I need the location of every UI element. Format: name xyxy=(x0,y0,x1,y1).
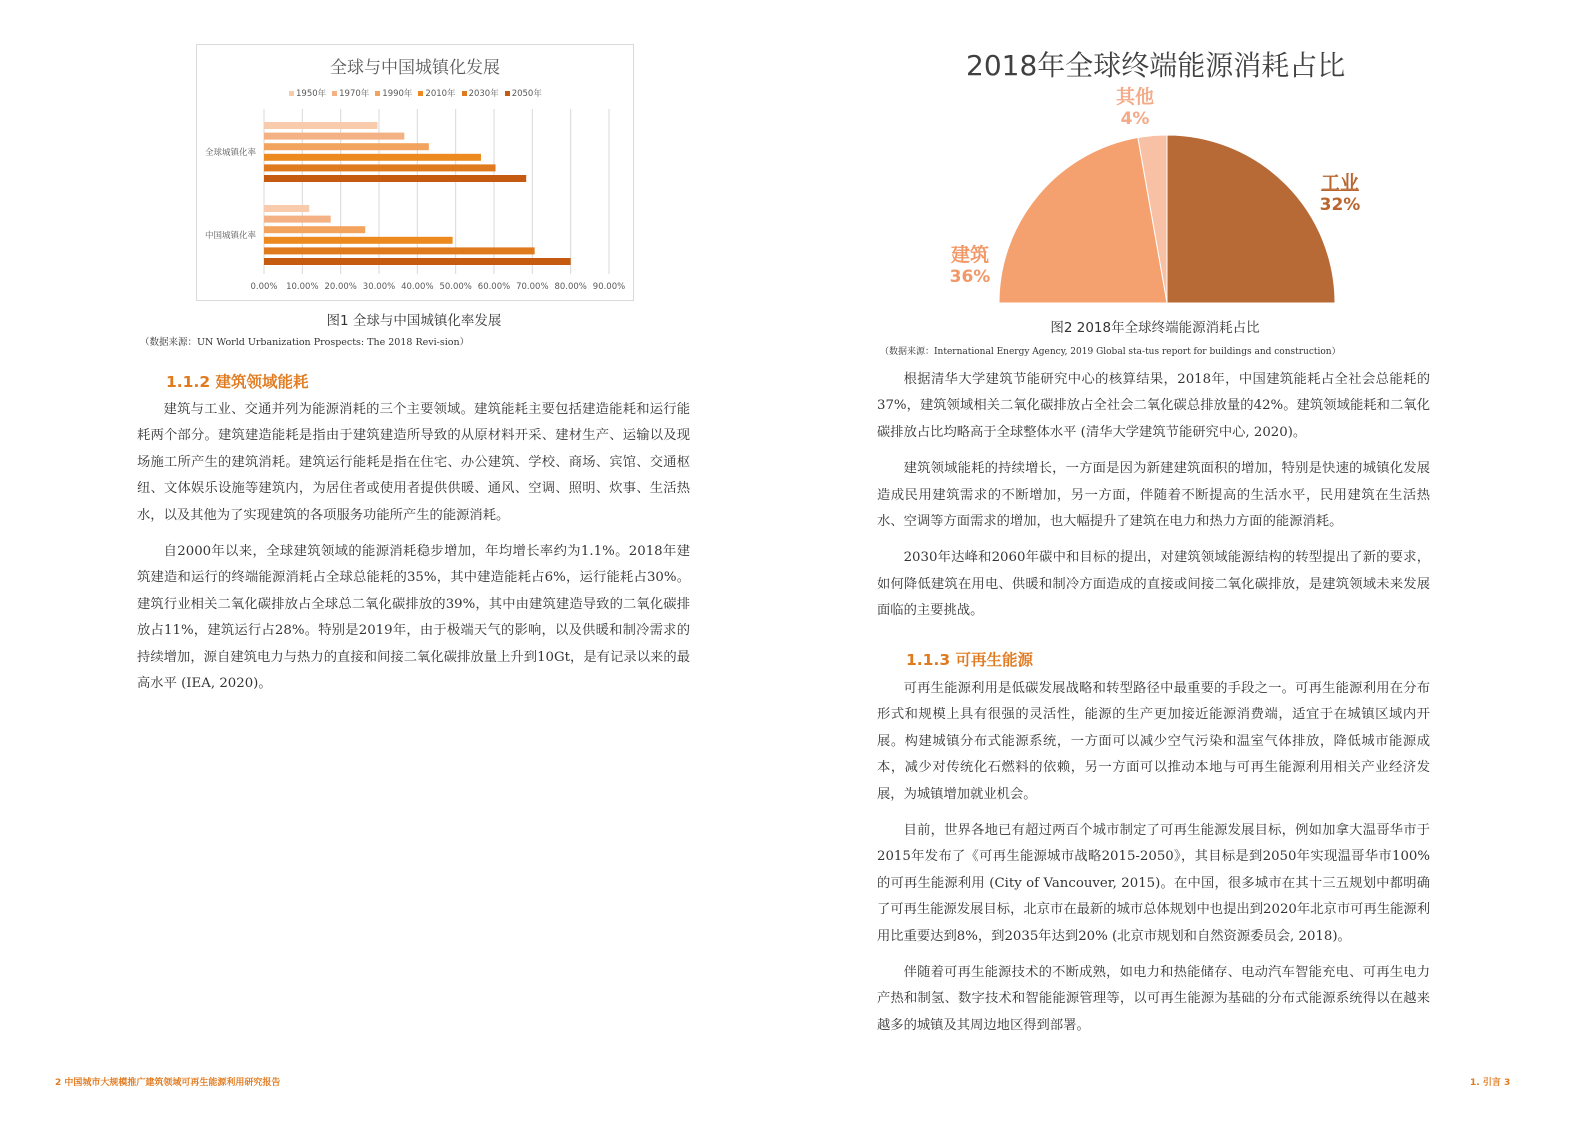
paragraph: 目前，世界各地已有超过两百个城市制定了可再生能源发展目标，例如加拿大温哥华市于2015年发布了《可再生能源城市战略2015-2050》，其目标是到2050年实现温哥华市100%的可再生能源利用 (City of Vancouver, 2015)。在中国，很多城市在其十三五规划中都明确了可再生能源发展目标，北京市在最新的城市总体规划中也提出到2020年北京市可再生能源利用比重要达到8%，到2035年达到20% (北京市规划和自然资源委员会, 2018)。 xyxy=(877,823,1430,944)
paragraph: 自2000年以来，全球建筑领域的能源消耗稳步增加，年均增长率约为1.1%。2018年建筑建造和运行的终端能源消耗占全球总能耗的35%，其中建造能耗占6%，运行能耗占30%。建筑行业相关二氧化碳排放占全球总二氧化碳排放的39%，其中由建筑建造导致的二氧化碳排放占11%，建筑运行占28%。特别是2019年，由于极端天气的影响，以及供暖和制冷需求的持续增加，源自建筑电力与热力的直接和间接二氧化碳排放量上升到10Gt，是有记录以来的最高水平 (IEA, 2020)。 xyxy=(137,544,690,692)
left-footer: 2 中国城市大规模推广建筑领域可再生能源利用研究报告 xyxy=(55,1078,281,1088)
energy-pie-chart xyxy=(990,120,1350,310)
x-tick-label: 40.00% xyxy=(401,282,434,292)
legend-label: 2010年 xyxy=(425,89,456,99)
left-body-text xyxy=(137,397,690,697)
paragraph: 2030年达峰和2060年碳中和目标的提出，对建筑领域能源结构的转型提出了新的要求，如何降低建筑在用电、供暖和制冷方面造成的直接或间接二氧化碳排放，是建筑领域未来发展面临的主要挑战。 xyxy=(877,550,1430,619)
x-tick-label: 30.00% xyxy=(362,282,396,292)
x-tick-label: 70.00% xyxy=(516,282,549,292)
legend-label: 1990年 xyxy=(382,89,413,99)
bar xyxy=(264,143,429,150)
x-tick-label: 60.00% xyxy=(477,282,511,292)
bar xyxy=(264,216,331,223)
bar-chart-title: 全球与中国城镇化发展 xyxy=(330,58,500,78)
right-footer: 1. 引言 3 xyxy=(1470,1078,1511,1088)
pie-slice xyxy=(999,138,1167,303)
paragraph: 根据清华大学建筑节能研究中心的核算结果，2018年，中国建筑能耗占全社会总能耗的37%，建筑领域相关二氧化碳排放占全社会二氧化碳总排放量的42%。建筑领域能耗和二氧化碳排放占比均略高于全球整体水平 (清华大学建筑节能研究中心, 2020)。 xyxy=(877,372,1430,440)
x-tick-label: 0.00% xyxy=(250,282,278,292)
pie-chart-title: 2018年全球终端能源消耗占比 xyxy=(966,49,1346,82)
figure-1-caption: 图1 全球与中国城镇化率发展 xyxy=(326,313,502,329)
section-heading-1-1-3: 1.1.3 可再生能源 xyxy=(906,651,1034,669)
bar-chart-plot xyxy=(197,45,633,300)
bar xyxy=(264,237,453,244)
paragraph: 建筑与工业、交通并列为能源消耗的三个主要领域。建筑能耗主要包括建造能耗和运行能耗两个部分。建筑建造能耗是指由于建筑建造所导致的从原材料开采、建材生产、运输以及现场施工所产生的建筑消耗。建筑运行能耗是指在住宅、办公建筑、学校、商场、宾馆、交通枢纽、文体娱乐设施等建筑内，为居住者或使用者提供供暖、通风、空调、照明、炊事、生活热水，以及其他为了实现建筑的各项服务功能所产生的能源消耗。 xyxy=(137,402,690,523)
bar xyxy=(264,164,496,171)
paragraph: 建筑领域能耗的持续增长，一方面是因为新建建筑面积的增加，特别是快速的城镇化发展造成民用建筑需求的不断增加，另一方面，伴随着不断提高的生活水平，民用建筑在生活热水、空调等方面需求的增加，也大幅提升了建筑在电力和热力方面的能源消耗。 xyxy=(877,461,1430,530)
bar xyxy=(264,175,526,182)
x-tick-label: 10.00% xyxy=(286,282,319,292)
paragraph: 伴随着可再生能源技术的不断成熟，如电力和热能储存、电动汽车智能充电、可再生电力产热和制氢、数字技术和智能能源管理等，以可再生能源为基础的分布式能源系统得以在越来越多的城镇及其周边地区得到部署。 xyxy=(877,965,1430,1033)
category-label: 全球城镇化率 xyxy=(204,148,256,158)
pie-label-other: 其他 4% xyxy=(1115,86,1154,129)
bar xyxy=(264,226,365,233)
section-heading-1-1-2: 1.1.2 建筑领域能耗 xyxy=(166,373,309,391)
legend-label: 2050年 xyxy=(511,89,542,99)
bar xyxy=(264,247,535,254)
bar xyxy=(264,133,404,140)
legend-label: 2030年 xyxy=(468,89,499,99)
x-tick-label: 80.00% xyxy=(554,282,587,292)
urbanization-bar-chart xyxy=(196,44,634,301)
pie-label-building: 建筑 36% xyxy=(949,244,991,287)
pie-slice xyxy=(1167,135,1335,303)
right-body-text-b xyxy=(877,676,1430,1039)
paragraph: 可再生能源利用是低碳发展战略和转型路径中最重要的手段之一。可再生能源利用在分布形式和规模上具有很强的灵活性，能源的生产更加接近能源消费端，适宜于在城镇区域内开展。构建城镇分布式能源系统，一方面可以减少空气污染和温室气体排放，降低城市能源成本，减少对传统化石燃料的依赖，另一方面可以推动本地与可再生能源利用相关产业经济发展，为城镇增加就业机会。 xyxy=(877,681,1430,802)
bar xyxy=(264,258,571,265)
bar xyxy=(264,205,309,212)
x-tick-label: 90.00% xyxy=(592,282,626,292)
category-label: 中国城镇化率 xyxy=(204,231,256,241)
bar xyxy=(264,154,481,161)
figure-2-caption: 图2 2018年全球终端能源消耗占比 xyxy=(1050,320,1260,336)
figure-2-source: （数据来源：International Energy Agency, 2019 Global sta-tus report for buildings and construction） xyxy=(880,347,1341,357)
pie-label-industry: 工业 32% xyxy=(1319,172,1361,215)
right-body-text-a xyxy=(877,367,1430,625)
legend-label: 1970年 xyxy=(339,89,370,99)
bar xyxy=(264,122,377,129)
x-tick-label: 50.00% xyxy=(439,282,472,292)
x-tick-label: 20.00% xyxy=(324,282,357,292)
figure-1-source: （数据来源：UN World Urbanization Prospects: The 2018 Revi-sion） xyxy=(140,337,470,348)
legend-label: 1950年 xyxy=(296,89,327,99)
